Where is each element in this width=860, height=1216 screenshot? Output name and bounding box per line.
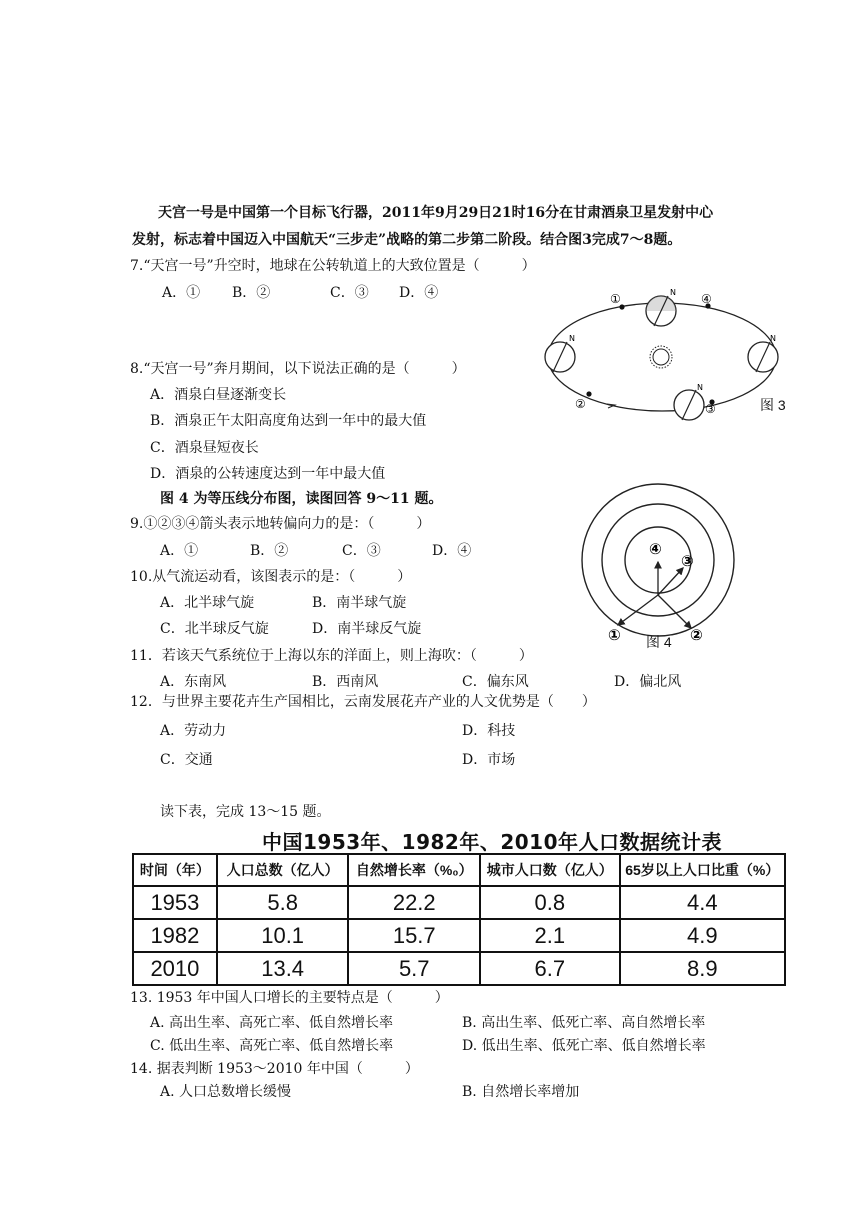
q10-option-d: D．南半球反气旋 [312, 621, 422, 637]
svg-text:N: N [697, 383, 703, 392]
table-header: 时间（年） [133, 854, 217, 886]
population-table [132, 853, 786, 986]
q9-option-c: C．③ [342, 543, 381, 559]
intro-figure-4: 图 4 为等压线分布图，读图回答 9～11 题。 [160, 491, 443, 507]
q11-option-b: B．西南风 [312, 674, 379, 690]
q7-option-b: B．② [232, 285, 271, 301]
table-cell: 13.4 [217, 952, 349, 985]
q12-option-b: D．科技 [462, 723, 516, 739]
q12-option-a: A．劳动力 [160, 723, 227, 739]
q12-option-c: C．交通 [160, 752, 213, 768]
figure-4-caption: 图 4 [646, 634, 672, 650]
table-cell: 5.7 [348, 952, 480, 985]
q14-stem: 14. 据表判断 1953～2010 年中国（ ） [130, 1061, 419, 1077]
table-header: 人口总数（亿人） [217, 854, 349, 886]
svg-text:N: N [770, 334, 776, 343]
table-cell: 4.4 [620, 886, 785, 919]
table-header: 65岁以上人口比重（%） [620, 854, 785, 886]
q12-stem: 12．与世界主要花卉生产国相比，云南发展花卉产业的人文优势是（ ） [130, 694, 596, 710]
earth-bottom [674, 383, 704, 420]
intro-table: 读下表，完成 13～15 题。 [160, 804, 331, 820]
fig3-marker-3: ③ [705, 402, 716, 416]
figure-3-caption: 图 3 [760, 397, 786, 413]
q11-option-c: C．偏东风 [462, 674, 529, 690]
table-cell: 1953 [133, 886, 217, 919]
fig3-marker-4: ④ [701, 292, 712, 306]
q11-stem: 11．若该天气系统位于上海以东的洋面上，则上海吹：（ ） [130, 648, 533, 664]
figure-3-orbit-diagram [540, 283, 790, 431]
q13-option-b: B. 高出生率、低死亡率、高自然增长率 [462, 1015, 706, 1031]
q9-option-b: B．② [250, 543, 289, 559]
q14-option-a: A. 人口总数增长缓慢 [160, 1084, 292, 1100]
svg-text:N: N [569, 334, 575, 343]
table-cell: 6.7 [480, 952, 620, 985]
q9-stem: 9.①②③④箭头表示地转偏向力的是：（ ） [130, 516, 431, 532]
q8-stem: 8.“天宫一号”奔月期间，以下说法正确的是（ ） [130, 361, 466, 377]
earth-left [545, 334, 575, 372]
table-header: 自然增长率（%₀） [348, 854, 480, 886]
fig3-marker-2: ② [575, 397, 586, 411]
q7-option-a: A．① [162, 285, 201, 301]
table-cell: 10.1 [217, 919, 349, 952]
fig4-label-1: ① [608, 626, 621, 644]
table-cell: 2010 [133, 952, 217, 985]
q9-option-a: A．① [160, 543, 199, 559]
q13-option-c: C. 低出生率、高死亡率、低自然增长率 [150, 1038, 394, 1054]
q8-option-a: A．酒泉白昼逐渐变长 [150, 387, 287, 403]
fig4-label-3: ③ [681, 552, 694, 570]
table-header: 城市人口数（亿人） [480, 854, 620, 886]
q8-option-c: C．酒泉昼短夜长 [150, 440, 259, 456]
q13-option-a: A. 高出生率、高死亡率、低自然增长率 [150, 1015, 394, 1031]
table-cell: 0.8 [480, 886, 620, 919]
table-cell: 5.8 [217, 886, 349, 919]
table-header-row [133, 854, 785, 886]
table-row [133, 886, 785, 919]
q12-option-d: D．市场 [462, 752, 516, 768]
table-cell: 15.7 [348, 919, 480, 952]
fig3-marker-1: ① [610, 292, 621, 306]
q10-option-a: A．北半球气旋 [160, 595, 255, 611]
q10-option-b: B．南半球气旋 [312, 595, 407, 611]
q14-option-b: B. 自然增长率增加 [462, 1084, 580, 1100]
table-cell: 4.9 [620, 919, 785, 952]
q11-option-a: A．东南风 [160, 674, 227, 690]
earth-top [646, 288, 676, 326]
table-title: 中国1953年、1982年、2010年人口数据统计表 [262, 830, 722, 854]
figure-4-isobar-diagram [578, 480, 742, 656]
q7-stem: 7.“天宫一号”升空时，地球在公转轨道上的大致位置是（ ） [130, 258, 536, 274]
q10-option-c: C．北半球反气旋 [160, 621, 269, 637]
q13-option-d: D. 低出生率、低死亡率、低自然增长率 [462, 1038, 706, 1054]
q7-option-d: D．④ [399, 285, 439, 301]
q10-stem: 10.从气流运动看，该图表示的是：（ ） [130, 569, 412, 585]
q9-option-d: D．④ [432, 543, 472, 559]
intro-line-2: 发射，标志着中国迈入中国航天“三步走”战略的第二步第二阶段。结合图3完成7～8题。 [132, 232, 682, 248]
q13-stem: 13. 1953 年中国人口增长的主要特点是（ ） [130, 990, 449, 1006]
q7-option-c: C．③ [330, 285, 369, 301]
table-row [133, 919, 785, 952]
table-row [133, 952, 785, 985]
q11-option-d: D．偏北风 [614, 674, 682, 690]
table-cell: 22.2 [348, 886, 480, 919]
sun-icon [650, 346, 672, 368]
q8-option-d: D．酒泉的公转速度达到一年中最大值 [150, 466, 386, 482]
table-cell: 2.1 [480, 919, 620, 952]
q8-option-b: B．酒泉正午太阳高度角达到一年中的最大值 [150, 413, 427, 429]
fig4-label-2: ② [690, 626, 703, 644]
table-cell: 8.9 [620, 952, 785, 985]
svg-text:N: N [670, 288, 676, 297]
fig4-label-4: ④ [649, 540, 662, 558]
intro-line-1: 天宫一号是中国第一个目标飞行器，2011年9月29日21时16分在甘肃酒泉卫星发射中心 [158, 205, 714, 221]
table-cell: 1982 [133, 919, 217, 952]
earth-right [748, 334, 778, 372]
